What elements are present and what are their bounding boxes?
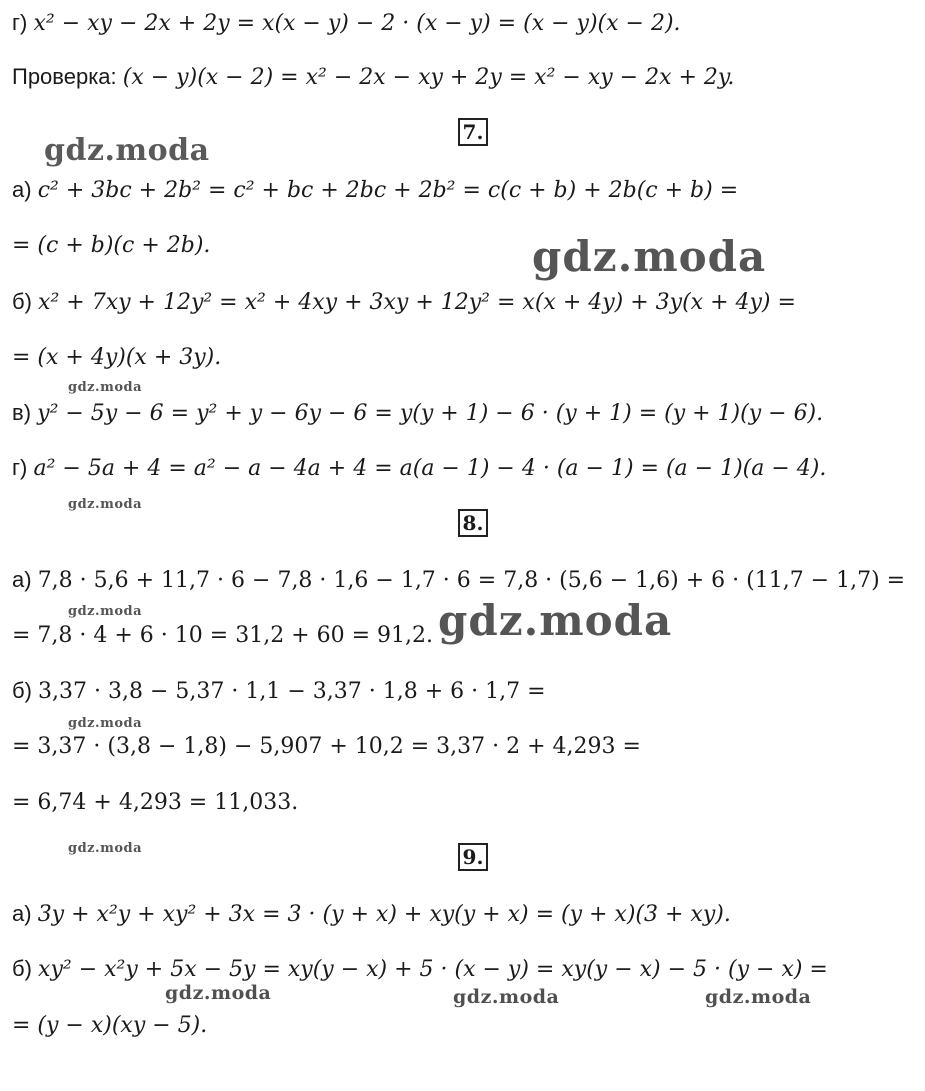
exercise-8b-line1 [12,676,546,707]
watermark: gdz.moda [68,841,143,856]
solution-line-g-check-start [12,8,681,39]
watermark: gdz.moda [165,982,272,1004]
expression: 3,37 · 3,8 − 5,37 · 1,1 − 3,37 · 1,8 + 6 · 1,7 = [38,679,546,704]
item-label: б) [12,289,39,314]
section-number-8: 8. [458,509,488,537]
item-label: г) [12,10,34,35]
watermark: gdz.moda [68,497,143,512]
equation: (x − y)(x − 2) = x² − 2x − xy + 2y = x² − xy − 2x + 2y. [122,65,735,90]
equation: x² − xy − 2x + 2y = x(x − y) − 2 · (x − y) = (x − y)(x − 2). [33,11,681,36]
item-label: б) [12,956,39,981]
expression: = 6,74 + 4,293 = 11,033. [12,790,299,815]
watermark: gdz.moda [44,133,210,168]
equation: = (y − x)(xy − 5). [12,1013,208,1038]
watermark: gdz.moda [532,232,767,281]
expression: 7,8 · 5,6 + 11,7 · 6 − 7,8 · 1,6 − 1,7 · 6 = 7,8 · (5,6 − 1,6) + 6 · (11,7 − 1,7) = [37,568,906,593]
equation: = (x + 4y)(x + 3y). [12,345,222,370]
item-label: а) [12,567,38,592]
exercise-8b-line2 [12,731,641,762]
equation: x² + 7xy + 12y² = x² + 4xy + 3xy + 12y² = x(x + 4y) + 3y(x + 4y) = [38,290,796,315]
equation: 3y + x²y + xy² + 3x = 3 · (y + x) + xy(y + x) = (y + x)(3 + xy). [37,902,731,927]
exercise-8a-line2 [12,620,433,651]
verification-line [12,62,734,93]
section-number-7: 7. [458,118,488,146]
exercise-7a-line2 [12,230,210,261]
exercise-7v-line [12,398,823,429]
equation: = (c + b)(c + 2b). [12,233,211,258]
equation: c² + 3bc + 2b² = c² + bc + 2bc + 2b² = c(c + b) + 2b(c + b) = [37,178,739,203]
exercise-7g-line [12,453,826,484]
watermark: gdz.moda [438,596,673,645]
expression: = 3,37 · (3,8 − 1,8) − 5,907 + 10,2 = 3,37 · 2 + 4,293 = [12,734,641,759]
item-label: а) [12,177,38,202]
equation: a² − 5a + 4 = a² − a − 4a + 4 = a(a − 1) − 4 · (a − 1) = (a − 1)(a − 4). [33,456,827,481]
equation: y² − 5y − 6 = y² + y − 6y − 6 = y(y + 1) − 6 · (y + 1) = (y + 1)(y − 6). [37,401,824,426]
item-label: г) [12,455,34,480]
exercise-7a-line1 [12,175,738,206]
watermark: gdz.moda [453,986,560,1008]
expression: = 7,8 · 4 + 6 · 10 = 31,2 + 60 = 91,2. [12,623,433,648]
watermark: gdz.moda [68,380,143,395]
item-label: Проверка: [12,64,123,89]
watermark: gdz.moda [68,716,143,731]
exercise-9a-line [12,899,731,930]
item-label: в) [12,400,38,425]
item-label: б) [12,678,39,703]
watermark: gdz.moda [705,986,812,1008]
exercise-9b-line1 [12,954,828,985]
exercise-8b-line3 [12,787,298,818]
section-number-9: 9. [458,843,488,871]
watermark: gdz.moda [68,604,143,619]
exercise-7b-line2 [12,342,221,373]
exercise-7b-line1 [12,287,796,318]
exercise-8a-line1 [12,565,905,596]
item-label: а) [12,901,38,926]
equation: xy² − x²y + 5x − 5y = xy(y − x) + 5 · (x − y) = xy(y − x) − 5 · (y − x) = [38,957,828,982]
exercise-9b-line2 [12,1010,207,1041]
